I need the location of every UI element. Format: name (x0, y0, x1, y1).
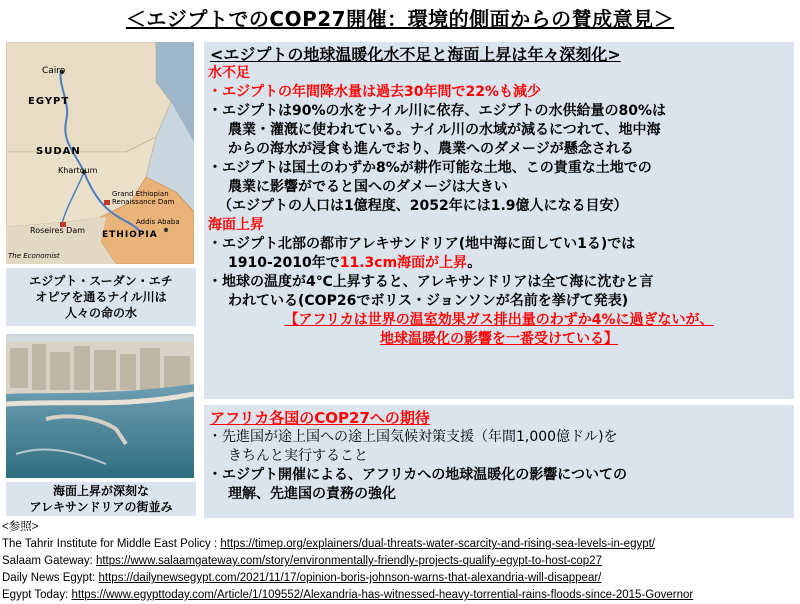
map-label-khartoum: Khartoum (58, 166, 98, 175)
sea-point-temperature: ・地球の温度が4℃上昇すると、アレキサンドリアは全て海に沈むと言 (208, 274, 654, 290)
panel2-title: アフリカ各国のCOP27への期待 (210, 409, 430, 427)
references-heading: <参照> (2, 521, 39, 533)
expectation-funding-cont: きちんと実行すること (228, 448, 368, 464)
nile-map-image (6, 42, 194, 264)
map-caption-line: エジプト・スーダン・エチ (29, 274, 173, 288)
water-point-nile-cont: からの海水が浸食も進んでおり、農業へのダメージが懸念される (228, 141, 634, 157)
africa-highlight-2 (204, 330, 794, 349)
page-title: ＜エジプトでのCOP27開催：環境的側面からの賛成意見＞ (125, 7, 675, 31)
reference-link[interactable]: https://www.egypttoday.com/Article/1/109552/Alexandria-has-witnessed-heavy-torrential-rains-floods-since-2015-Governor (71, 589, 694, 601)
map-label-addis: Addis Ababa (136, 218, 180, 226)
reference-item (2, 553, 800, 570)
water-point-nile: ・エジプトは90%の水をナイル川に依存、エジプトの水供給量の80%は (208, 103, 667, 119)
expectation-funding: ・先進国が途上国への途上国気候対策支援（年間1,000億ドル)を (208, 429, 618, 445)
sea-point-alexandria-cont (204, 254, 794, 273)
map-label-cairo: Cairo (42, 66, 66, 76)
map-label-egypt: EGYPT (28, 96, 70, 107)
map-label-gerd: Grand Ethiopian Renaissance Dam (112, 190, 175, 206)
reference-link[interactable]: https://www.salaamgateway.com/story/environmentally-friendly-projects-qualify-egypt-to-host-cop27 (95, 555, 602, 567)
reference-source: Egypt Today: (2, 589, 72, 601)
reference-item (2, 587, 800, 604)
map-label-sudan: SUDAN (36, 146, 81, 157)
photo-caption (6, 482, 196, 516)
water-point-arable-cont: 農業に影響がでると国へのダメージは大きい (228, 179, 508, 195)
sea-rise-amount: 11.3cm海面が上昇 (339, 255, 468, 271)
panel1-title: <エジプトの地球温暖化水不足と海面上昇は年々深刻化> (210, 45, 621, 64)
alexandria-photo-graphic (6, 334, 194, 478)
map-label-roseires: Roseires Dam (30, 226, 86, 235)
expectation-awareness: ・エジプト開催による、アフリカへの地球温暖化の影響についての (208, 467, 628, 483)
reference-link[interactable]: https://dailynewsegypt.com/2021/11/17/opinion-boris-johnson-warns-that-alexandria-will-disappear/ (98, 572, 602, 584)
section-water-shortage: 水不足 (208, 65, 250, 81)
expectation-awareness-cont: 理解、先進国の責務の強化 (228, 486, 396, 502)
africa-highlight-text-1: 【アフリカは世界の温室効果ガス排出量のわずか4%に過ぎないが、 (284, 312, 714, 328)
africa-expectations-panel (204, 405, 794, 518)
population-note: （エジプトの人口は1億程度、2052年には1.9億人になる目安） (218, 198, 628, 214)
map-credit: The Economist (8, 252, 60, 260)
reference-source: The Tahrir Institute for Middle East Policy : (2, 538, 221, 550)
map-caption-line: オピアを通るナイル川は (35, 290, 167, 304)
africa-highlight-text-2: 地球温暖化の影響を一番受けている】 (380, 331, 618, 347)
africa-highlight-1 (204, 311, 794, 330)
sea-point-temperature-cont: われている(COP26でボリス・ジョンソンが名前を挙げて発表) (228, 293, 629, 309)
climate-impact-panel (204, 42, 794, 399)
sea-rise-end: 。 (467, 255, 482, 271)
map-caption-line: 人々の命の水 (64, 306, 137, 320)
map-label-ethiopia: ETHIOPIA (102, 230, 158, 240)
sea-rise-period: 1910-2010年で (228, 255, 340, 271)
reference-item (2, 536, 800, 553)
reference-item (2, 570, 800, 587)
references (2, 519, 800, 604)
photo-caption-line: 海面上昇が深刻な (52, 484, 149, 498)
sea-point-alexandria: ・エジプト北部の都市アレキサンドリア(地中海に面してい1る)では (208, 236, 636, 252)
section-sea-level-rise: 海面上昇 (208, 217, 264, 233)
reference-source: Daily News Egypt: (2, 572, 99, 584)
photo-caption-line: アレキサンドリアの街並み (29, 500, 173, 514)
reference-link[interactable]: https://timep.org/explainers/dual-threats-water-scarcity-and-rising-sea-levels-in-egypt/ (220, 538, 656, 550)
water-point-rainfall: ・エジプトの年間降水量は過去30年間で22%も減少 (208, 84, 541, 100)
alexandria-photo (6, 334, 194, 478)
reference-source: Salaam Gateway: (2, 555, 96, 567)
map-caption (6, 268, 196, 326)
water-point-nile-cont: 農業・灌漑に使われている。ナイル川の水域が減るにつれて、地中海 (228, 122, 661, 138)
water-point-arable: ・エジプトは国土のわずか8%が耕作可能な土地、この貴重な土地での (208, 160, 652, 176)
